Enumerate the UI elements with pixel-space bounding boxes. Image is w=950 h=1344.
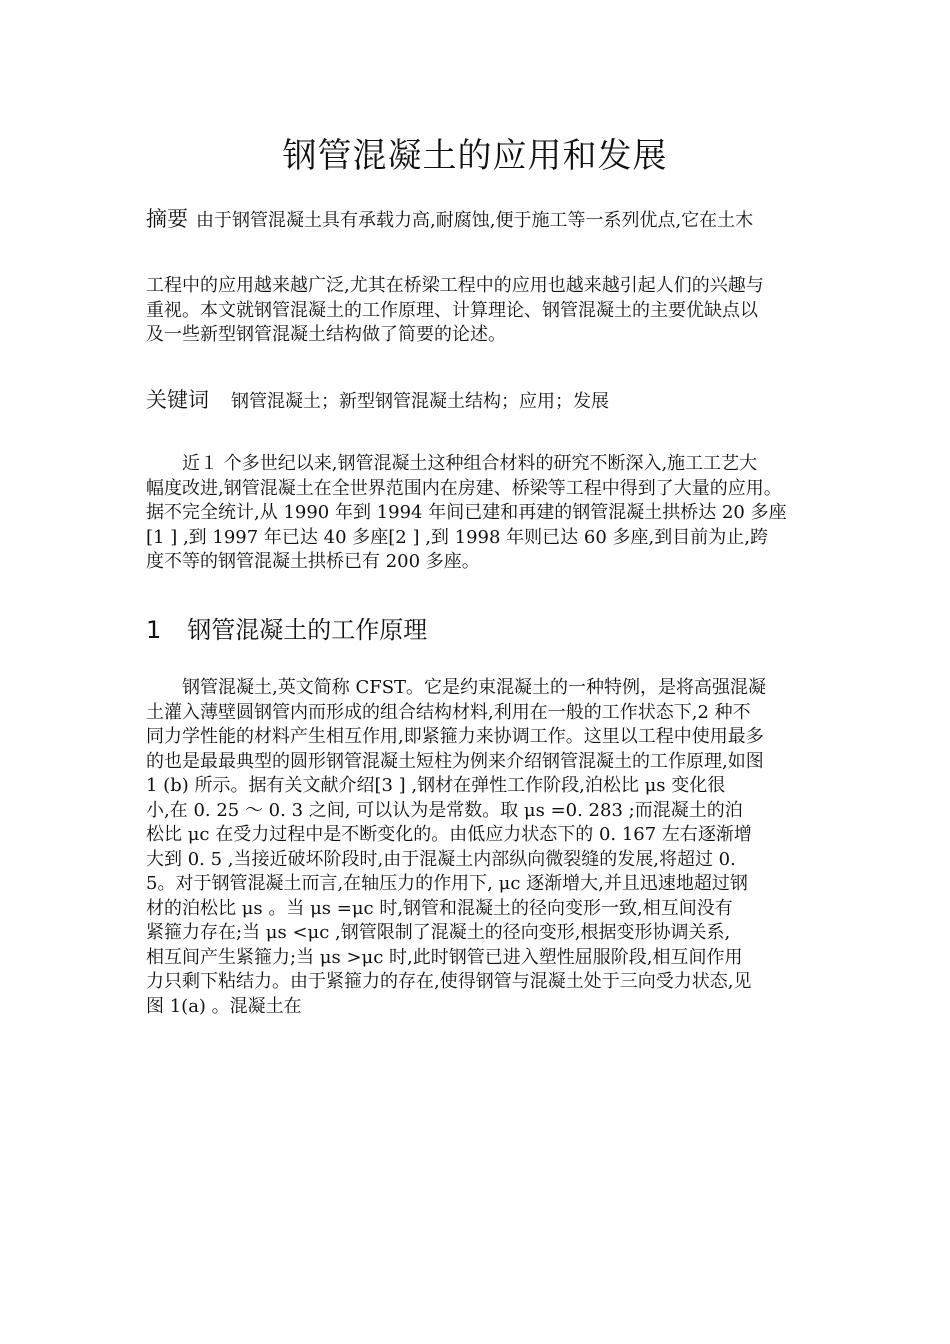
- paragraph-line: 近１ 个多世纪以来,钢管混凝土这种组合材料的研究不断深入,施工工艺大: [182, 453, 758, 474]
- paragraph-line: 5。对于钢管混凝土而言,在轴压力的作用下, μc 逐渐增大,并且迅速地超过钢: [146, 873, 748, 894]
- paragraph-line: 1 (b) 所示。据有关文献介绍[3 ] ,钢材在弹性工作阶段,泊松比 μs 变化很: [146, 775, 726, 796]
- abstract-line: 重视。本文就钢管混凝土的工作原理、计算理论、钢管混凝土的主要优缺点以: [146, 299, 758, 321]
- paragraph-line: 大到 0. 5 ,当接近破坏阶段时,由于混凝土内部纵向微裂缝的发展,将超过 0.: [146, 848, 736, 870]
- abstract-text: [146, 274, 826, 348]
- paragraph-line: 度不等的钢管混凝土拱桥已有 200 多座。: [146, 551, 480, 572]
- keywords-label: 关键词: [146, 388, 209, 412]
- abstract-line: 及一些新型钢管混凝土结构做了简要的论述。: [146, 324, 506, 345]
- section-title: 钢管混凝土的工作原理: [187, 616, 428, 644]
- paragraph-line: 据不完全统计,从 1990 年到 1994 年间已建和再建的钢管混凝土拱桥达 20 多座: [146, 502, 787, 523]
- abstract-line: 工程中的应用越来越广泛,尤其在桥梁工程中的应用也越来越引起人们的兴趣与: [146, 275, 764, 296]
- paragraph-line: 土灌入薄壁圆钢管内而形成的组合结构材料,利用在一般的工作状态下,2 种不: [146, 701, 751, 723]
- paragraph-line: 松比 μc 在受力过程中是不断变化的。由低应力状态下的 0. 167 左右逐渐增: [146, 824, 752, 845]
- abstract-label: 摘要: [146, 207, 188, 231]
- document-title: 钢管混凝土的应用和发展: [282, 136, 668, 176]
- paragraph-line: 幅度改进,钢管混凝土在全世界范围内在房建、桥梁等工程中得到了大量的应用。: [146, 477, 782, 499]
- paragraph-line: 力只剩下粘结力。由于紧箍力的存在,使得钢管与混凝土处于三向受力状态,见: [146, 971, 752, 992]
- paragraph-line: [1 ] ,到 1997 年已达 40 多座[2 ] ,到 1998 年则已达 60 多座,到目前为止,跨: [146, 526, 768, 548]
- keywords-line: [146, 387, 609, 415]
- paragraph-line: 同力学性能的材料产生相互作用,即紧箍力来协调工作。这里以工程中使用最多: [146, 726, 764, 747]
- section-heading: [146, 610, 427, 645]
- paragraph-line: 图 1(a) 。混凝土在: [146, 995, 302, 1017]
- abstract-first-line: 由于钢管混凝土具有承载力高,耐腐蚀,便于施工等一系列优点,它在土木: [196, 210, 754, 231]
- paragraph-line: 紧箍力存在;当 μs <μc ,钢管限制了混凝土的径向变形,根据变形协调关系,: [146, 922, 731, 943]
- paragraph-line: 的也是最最典型的圆形钢管混凝土短柱为例来介绍钢管混凝土的工作原理,如图: [146, 750, 764, 772]
- section-paragraph: [146, 676, 826, 1019]
- abstract-heading-line: [146, 207, 753, 233]
- paragraph-line: 材的泊松比 μs 。当 μs =μc 时,钢管和混凝土的径向变形一致,相互间没有: [146, 897, 733, 919]
- intro-paragraph: [146, 452, 826, 575]
- section-number: 1: [146, 616, 162, 644]
- paragraph-line: 钢管混凝土,英文简称 CFST。它是约束混凝土的一种特例，是将高强混凝: [182, 677, 767, 698]
- paragraph-line: 小,在 0. 25 ～ 0. 3 之间, 可以认为是常数。取 μs =0. 283 ;而混凝土的泊: [146, 799, 743, 821]
- paragraph-line: 相互间产生紧箍力;当 μs >μc 时,此时钢管已进入塑性屈服阶段,相互间作用: [146, 946, 743, 968]
- keywords-text: 钢管混凝土；新型钢管混凝土结构；应用；发展: [231, 391, 609, 412]
